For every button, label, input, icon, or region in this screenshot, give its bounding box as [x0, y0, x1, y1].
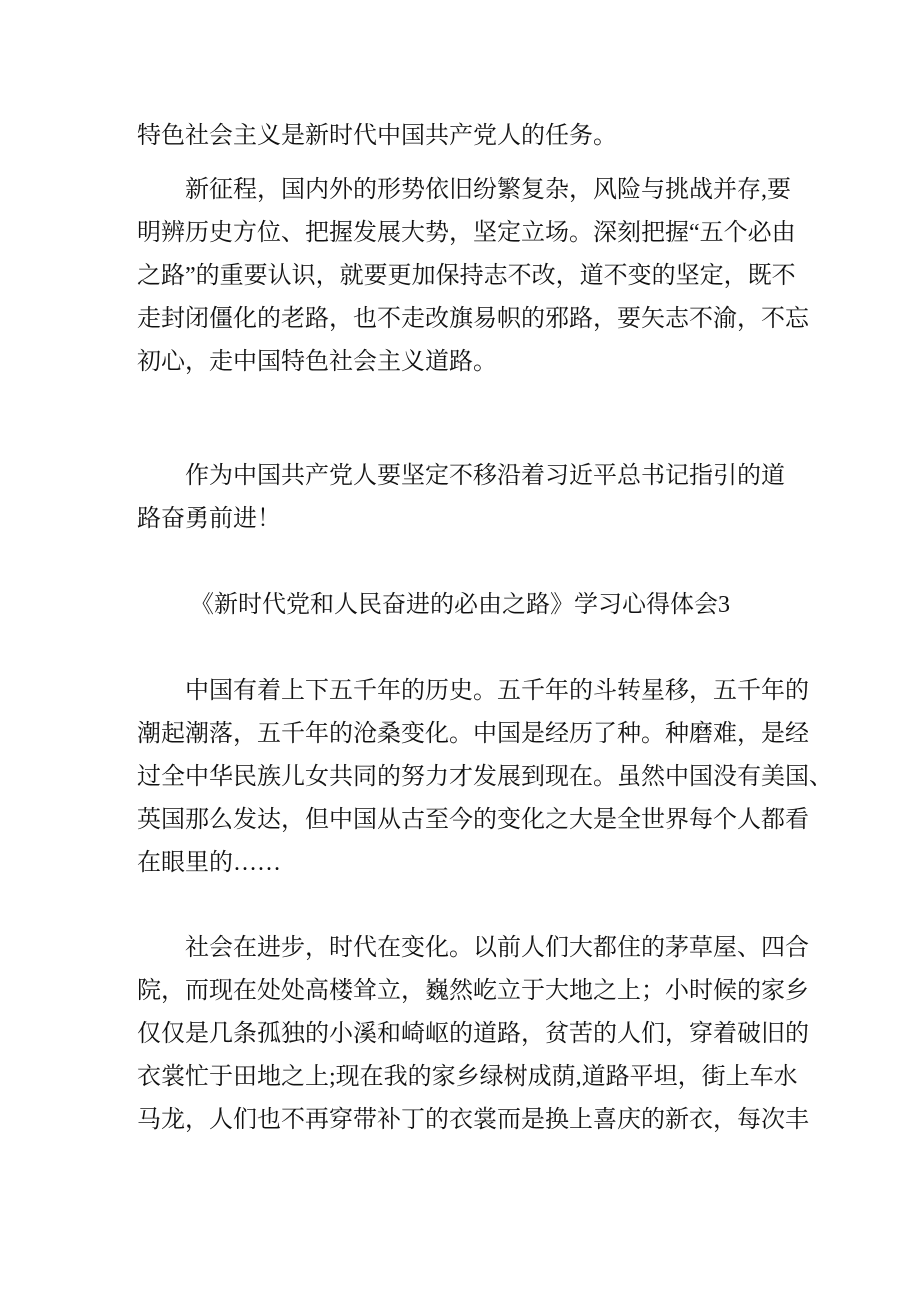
text-line: 中国有着上下五千年的历史。五千年的斗转星移，五千年的	[137, 678, 809, 704]
text-line: 路奋勇前进！	[137, 506, 281, 532]
text-line: 特色社会主义是新时代中国共产党人的任务。	[137, 123, 617, 149]
text-line: 作为中国共产党人要坚定不移沿着习近平总书记指引的道	[137, 463, 785, 489]
text-line: 过全中华民族儿女共同的努力才发展到现在。虽然中国没有美国、	[137, 764, 833, 790]
text-line: 明辨历史方位、把握发展大势，坚定立场。深刻把握“五个必由	[137, 220, 796, 246]
text-line: 仅仅是几条孤独的小溪和崎岖的道路，贫苦的人们，穿着破旧的	[137, 1021, 809, 1047]
text-line: 马龙，人们也不再穿带补丁的衣裳而是换上喜庆的新衣，每次丰	[137, 1107, 809, 1133]
text-line: 初心，走中国特色社会主义道路。	[137, 349, 497, 375]
text-line: 院，而现在处处高楼耸立，巍然屹立于大地之上；小时候的家乡	[137, 978, 809, 1004]
text-line: 走封闭僵化的老路，也不走改旗易帜的邪路，要矢志不渝，不忘	[137, 306, 809, 332]
text-line: 在眼里的……	[137, 850, 281, 876]
text-line: 英国那么发达，但中国从古至今的变化之大是全世界每个人都看	[137, 807, 809, 833]
text-line: 衣裳忙于田地之上;现在我的家乡绿树成荫,道路平坦，街上车水	[137, 1064, 798, 1090]
text-line: 潮起潮落，五千年的沧桑变化。中国是经历了种。种磨难，是经	[137, 721, 809, 747]
text-line: 新征程，国内外的形势依旧纷繁复杂，风险与挑战并存,要	[137, 177, 791, 203]
text-line: 之路”的重要认识，就要更加保持志不改，道不变的坚定，既不	[137, 263, 796, 289]
text-line: 社会在进步，时代在变化。以前人们大都住的茅草屋、四合	[137, 935, 809, 961]
section-title: 《新时代党和人民奋进的必由之路》学习心得体会3	[190, 592, 730, 618]
